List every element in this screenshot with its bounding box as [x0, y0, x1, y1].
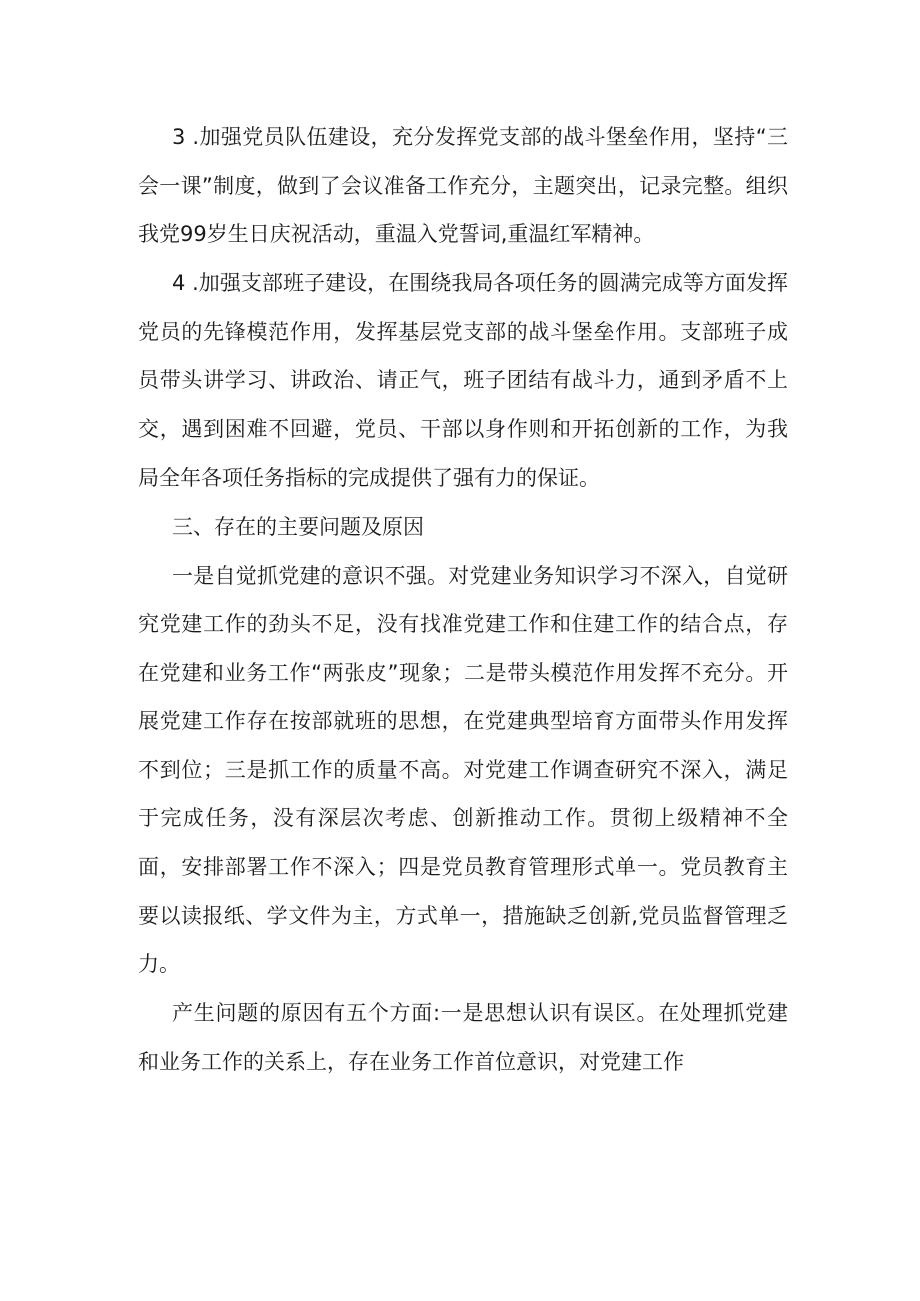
section-heading: 三、存在的主要问题及原因 — [172, 514, 424, 539]
paragraph-branch-leadership: 4 .加强支部班子建设，在围绕我局各项任务的圆满完成等方面发挥党员的先锋模范作用，发挥基层党支部的战斗堡垒作用。支部班子成员带头讲学习、讲政治、请正气，班子团结有战斗力，通到矛盾不上交，遇到困难不回避，党员、干部以身作则和开拓创新的工作，为我局全年各项任务指标的完成提供了强有力的保证。 — [138, 271, 788, 490]
paragraph-team-building: 3 .加强党员队伍建设，充分发挥党支部的战斗堡垒作用，坚持“三会一课”制度，做到了会议准备工作充分，主题突出，记录完整。组织我党99岁生日庆祝活动，重温入党誓词,重温红军精神。 — [138, 125, 788, 247]
paragraph-problems: 一是自觉抓党建的意识不强。对党建业务知识学习不深入，自觉研究党建工作的劲头不足，没有找准党建工作和住建工作的结合点，存在党建和业务工作“两张皮”现象；二是带头模范作用发挥不充分。开展党建工作存在按部就班的思想，在党建典型培育方面带头作用发挥不到位；三是抓工作的质量不高。对党建工作调查研究不深入，满足于完成任务，没有深层次考虑、创新推动工作。贯彻上级精神不全面，安排部署工作不深入；四是党员教育管理形式单一。党员教育主要以读报纸、学文件为主，方式单一，措施缺乏创新,党员监督管理乏力。 — [138, 563, 788, 977]
document-body — [138, 113, 788, 1087]
paragraph-causes: 产生问题的原因有五个方面:一是思想认识有误区。在处理抓党建和业务工作的关系上，存在业务工作首位意识，对党建工作 — [138, 1001, 788, 1074]
